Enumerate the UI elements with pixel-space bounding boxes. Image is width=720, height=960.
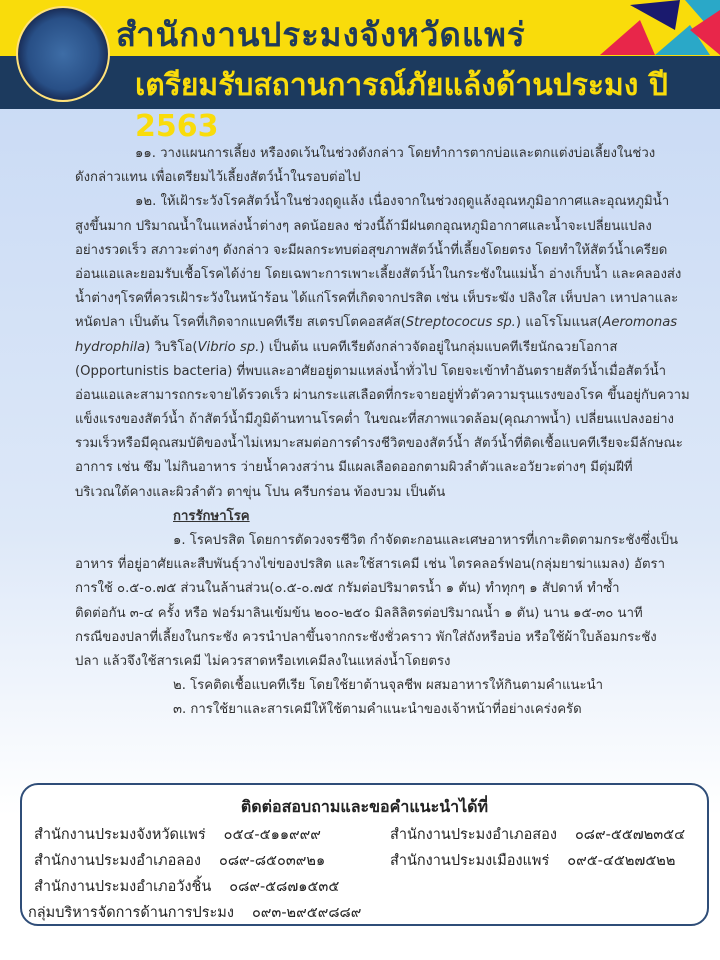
section-heading: การรักษาโรค <box>173 508 250 524</box>
phone-number: ๐๘๙-๘๕๐๓๙๒๑ <box>218 853 326 869</box>
office-name: สำนักงานประมงอำเภอสอง <box>390 827 557 843</box>
contact-title: ติดต่อสอบถามและขอคำแนะนำได้ที่ <box>240 797 489 816</box>
text-line: กรณีของปลาที่เลี้ยงในกระชัง ควรนำปลาขึ้นจากกระชังชั่วคราว พักใส่ถังหรือบ่อ หรือใช้ผ้าใบล้อมกระชัง <box>75 629 657 645</box>
page-subtitle: เตรียมรับสถานการณ์ภัยแล้งด้านประมง ปี 2563 <box>135 68 668 144</box>
office-name: สำนักงานประมงจังหวัดแพร่ <box>34 827 206 843</box>
species-name: Aeromonas <box>602 315 678 331</box>
contact-item <box>390 849 675 872</box>
phone-number: ๐๕๔-๕๑๑๙๙๙ <box>223 827 321 843</box>
text-line: ติดต่อกัน ๓-๔ ครั้ง หรือ ฟอร์มาลินเข้มข้น ๒๐๐-๒๕๐ มิลลิลิตรต่อปริมาณน้ำ ๑ ตัน) นาน ๑๕-๓๐ นาที <box>75 605 643 621</box>
text: ) วิบริโอ( <box>145 339 198 355</box>
species-name: hydrophila <box>75 339 146 355</box>
phone-number: ๐๙๓-๒๙๕๙๘๘๙ <box>251 905 362 921</box>
contact-item <box>34 875 339 898</box>
office-name: สำนักงานประมงอำเภอวังชิ้น <box>34 879 212 895</box>
text-line <box>75 311 687 335</box>
species-name: Streptococus sp. <box>405 315 516 331</box>
text-line: อาหาร ที่อยู่อาศัยและสืบพันธุ์วางไข่ของปรสิต และใช้สารเคมี เช่น ไตรคลอร์ฟอน(กลุ่มยาฆ่าแมลง) อัตรา <box>75 557 666 573</box>
contact-item <box>34 823 321 846</box>
species-name: Vibrio sp. <box>197 339 260 355</box>
text-line: ๑. โรคปรสิต โดยการตัดวงจรชีวิต กำจัดตะกอนและเศษอาหารที่เกาะติดตามกระชังซึ่งเป็น <box>173 533 679 548</box>
text-line: อย่างรวดเร็ว สภาวะต่างๆ ดังกล่าว จะมีผลกระทบต่อสุขภาพสัตว์น้ำที่เลี้ยงโดยตรง โดยทำให้สัตว์น้ำเครียด <box>75 242 668 258</box>
text-line: การใช้ ๐.๕-๐.๗๕ ส่วนในล้านส่วน(๐.๕-๐.๗๕ กรัมต่อปริมาตรน้ำ ๑ ตัน) ทำทุกๆ ๑ สัปดาห์ ทำซ้ำ <box>75 581 620 597</box>
decorative-triangles <box>600 0 720 60</box>
phone-number: ๐๘๙-๕๘๗๑๕๓๕ <box>229 879 340 895</box>
text-line: อ่อนแอและสามารถกระจายได้รวดเร็ว ผ่านกระแสเลือดที่กระจายอยู่ทั่วตัวความรุนแรงของโรค ขึ้นอยู่กับความ <box>75 387 690 403</box>
text-line: ดังกล่าวแทน เพื่อเตรียมไว้เลี้ยงสัตว์น้ำในรอบต่อไป <box>75 170 361 186</box>
phone-number: ๐๘๙-๕๕๗๒๓๕๔ <box>574 827 686 843</box>
contact-item <box>28 901 361 924</box>
phone-number: ๐๙๕-๔๕๒๗๕๒๒ <box>567 853 676 869</box>
text-line: ๑๑. วางแผนการเลี้ยง หรืองดเว้นในช่วงดังกล่าว โดยทำการตากบ่อและตกแต่งบ่อเลี้ยงในช่วง <box>135 146 656 161</box>
office-name: กลุ่มบริหารจัดการด้านการประมง <box>28 905 234 921</box>
article-body <box>75 142 690 723</box>
office-title: สำนักงานประมงจังหวัดแพร่ <box>116 15 526 54</box>
contact-item <box>34 849 325 872</box>
text-line: ๓. การใช้ยาและสารเคมีให้ใช้ตามคำแนะนำของเจ้าหน้าที่อย่างเคร่งครัด <box>173 702 582 718</box>
text: หนัดปลา เป็นต้น โรคที่เกิดจากแบคทีเรีย สเตรปโตคอสคัส( <box>75 315 406 331</box>
text-line: ๒. โรคติดเชื้อแบคทีเรีย โดยใช้ยาต้านจุลชีพ ผสมอาหารให้กินตามคำแนะนำ <box>173 678 604 694</box>
text-line: ๑๒. ให้เฝ้าระวังโรคสัตว์น้ำในช่วงฤดูแล้ง เนื่องจากในช่วงฤดูแล้งอุณหภูมิอากาศและอุณหภูมิน้ำ <box>135 194 670 210</box>
text-line: อาการ เช่น ซึม ไม่กินอาหาร ว่ายน้ำควงสว่าน มีแผลเลือดออกตามผิวลำตัวและอวัยวะต่างๆ มีตุ่มฝีที่ <box>75 460 633 476</box>
text-line: ปลา แล้วจึงใช้สารเคมี ไม่ควรสาดหรือเทเคมีลงในแหล่งน้ำโดยตรง <box>75 653 451 669</box>
text: ) เป็นต้น แบคทีเรียดังกล่าวจัดอยู่ในกลุ่มแบคทีเรียนักฉวยโอกาส <box>259 339 618 355</box>
text-line: สูงขึ้นมาก ปริมาณน้ำในแหล่งน้ำต่างๆ ลดน้อยลง ช่วงนี้ถ้ามีฝนตกอุณหภูมิอากาศและน้ำจะเปลี่ยนแปลง <box>75 218 652 234</box>
office-name: สำนักงานประมงอำเภอลอง <box>34 853 201 869</box>
text-line: (Opportunistis bacteria) ที่พบและอาศัยอยู่ตามแหล่งน้ำทั่วไป โดยจะเข้าทำอันตรายสัตว์น้ำเมื่อสัตว์น้ำ <box>75 363 667 379</box>
text-line: แข็งแรงของสัตว์น้ำ ถ้าสัตว์น้ำมีภูมิต้านทานโรคต่ำ ในขณะที่สภาพแวดล้อม(คุณภาพน้ำ) เปลี่ยนแปลงอย่าง <box>75 412 674 428</box>
text-line <box>75 336 687 360</box>
text-line: บริเวณใต้คางและผิวลำตัว ตาขุ่น โปน ครีบกร่อน ท้องบวม เป็นต้น <box>75 484 446 500</box>
text-line: อ่อนแอและยอมรับเชื้อโรคได้ง่าย โดยเฉพาะการเพาะเลี้ยงสัตว์น้ำในกระชังในแม่น้ำ อ่างเก็บน้ำ และคลองส่ง <box>75 266 682 282</box>
contact-box <box>20 783 709 926</box>
contact-item <box>390 823 685 846</box>
text-line: รวมเร็วหรือมีคุณสมบัติของน้ำไม่เหมาะสมต่อการดำรงชีวิตของสัตว์น้ำ สัตว์น้ำที่ติดเชื้อแบคทีเรียจะมีลักษณะ <box>75 436 683 452</box>
text-line: น้ำต่างๆโรคที่ควรเฝ้าระวังในหน้าร้อน ได้แก่โรคที่เกิดจากปรสิต เช่น เห็บระฆัง ปลิงใส เห็บปลา เหาปลาและ <box>75 291 679 307</box>
department-of-fisheries-logo <box>16 6 110 102</box>
office-name: สำนักงานประมงเมืองแพร่ <box>390 853 550 869</box>
text: ) แอโรโมแนส( <box>515 315 603 331</box>
